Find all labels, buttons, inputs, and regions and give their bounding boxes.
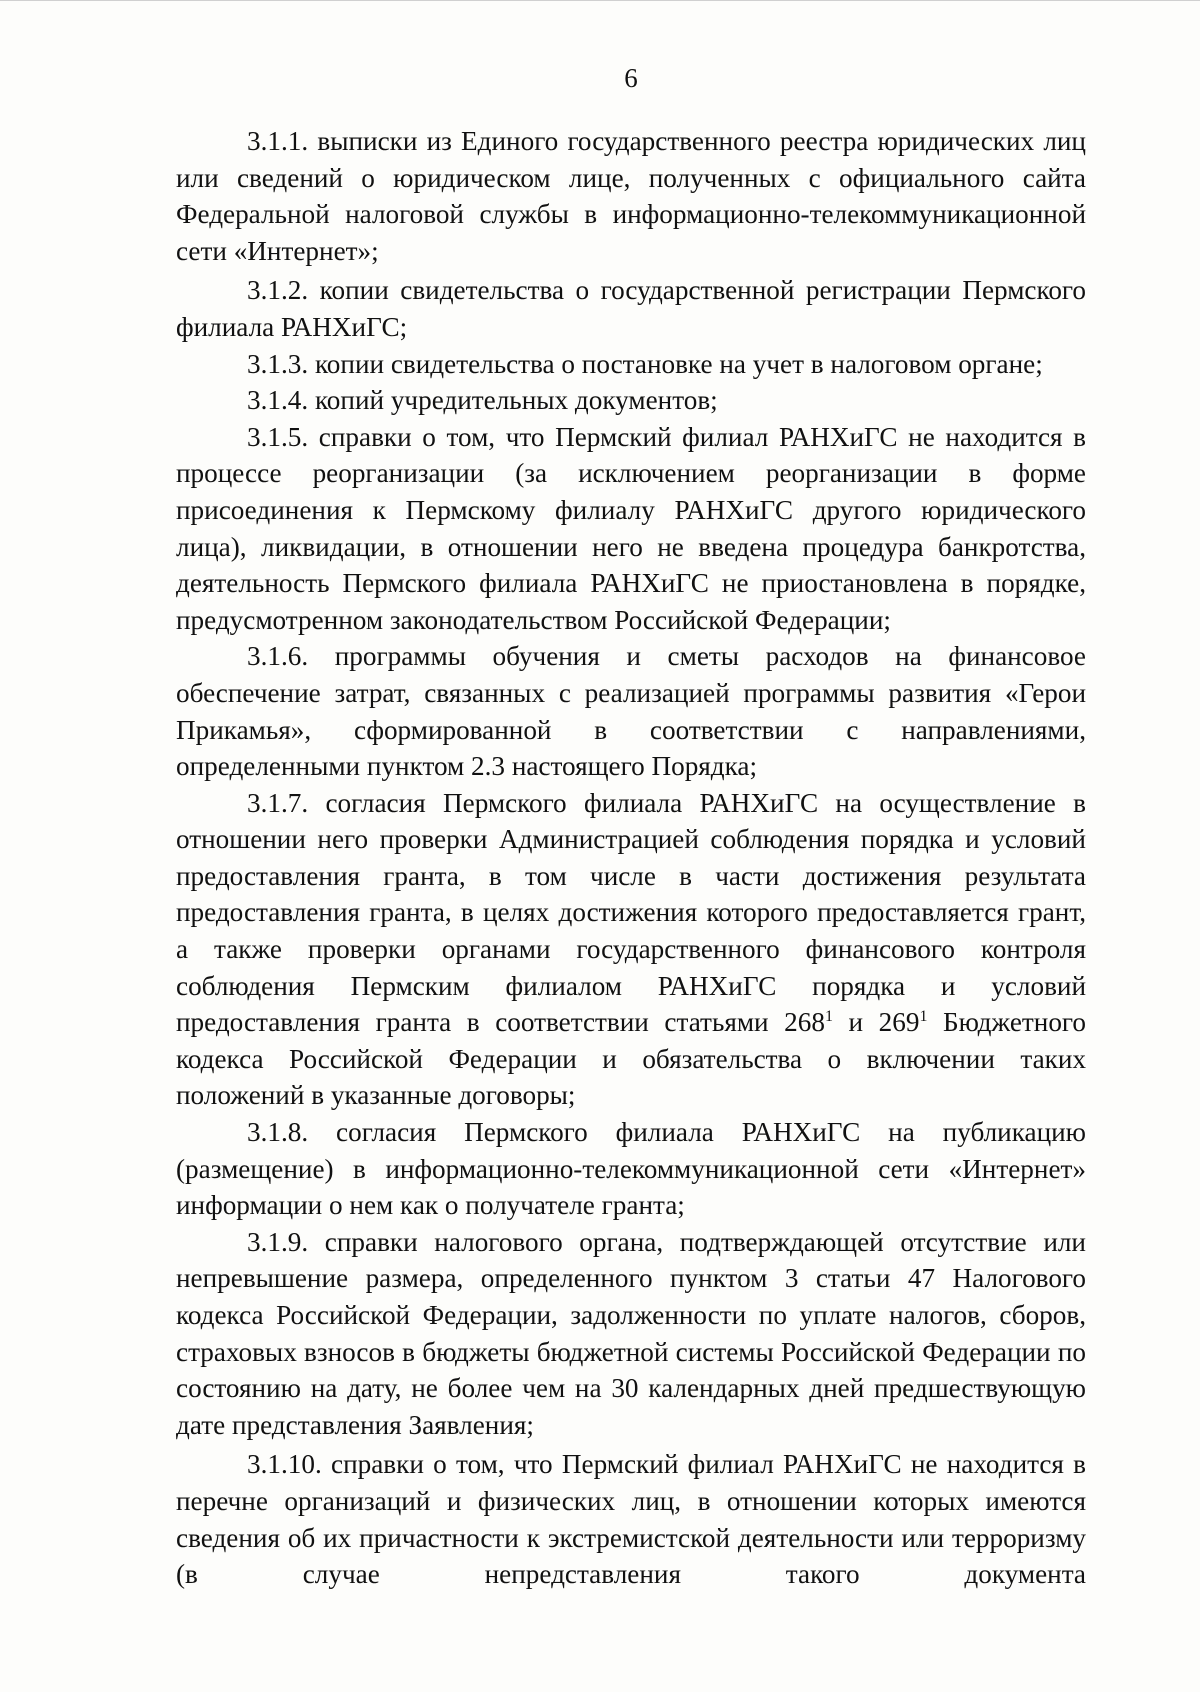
paragraph-3-1-4: [176, 382, 1086, 419]
paragraph-3-1-10: [176, 1446, 1086, 1592]
paragraph-text: 3.1.2. копии свидетельства о государственной регистрации Пермского филиала РАНХиГС;: [176, 275, 1086, 342]
page-number: 6: [624, 63, 638, 93]
paragraph-text: 3.1.7. согласия Пермского филиала РАНХиГС на осуществление в отношении него проверки Администрацией соблюдения порядка и условий предоставления гранта, в том числе в части достижения результата предоставления гранта, в целях достижения которого предоставляется грант, а также проверки органами государственного финансового контроля соблюдения Пермским филиалом РАНХиГС порядка и условий предоставления гранта в соответствии статьями 268: [176, 787, 1086, 1038]
document-body: [176, 123, 1086, 1593]
paragraph-3-1-6: [176, 638, 1086, 784]
superscript: 1: [824, 1008, 833, 1026]
paragraph-text: Бюджетного кодекса Российской Федерации и обязательства о включении таких положений в указанные договоры;: [176, 1007, 1086, 1111]
paragraph-text: 3.1.6. программы обучения и сметы расходов на финансовое обеспечение затрат, связанных с реализацией программы развития «Герои Прикамья», сформированной в соответствии с направлениями, определенными пунктом 2.3 настоящего Порядка;: [176, 641, 1086, 782]
paragraph-text: и 269: [832, 1007, 920, 1038]
paragraph-3-1-1: [176, 123, 1086, 269]
paragraph-text: 3.1.10. справки о том, что Пермский филиал РАНХиГС не находится в перечне организаций и физических лиц, в отношении которых имеются сведения об их причастности к экстремистской деятельности или терроризму (в случае непредставления такого документа: [176, 1449, 1086, 1590]
superscript: 1: [919, 1008, 928, 1026]
paragraph-3-1-3: [176, 346, 1086, 383]
paragraph-3-1-7: [176, 785, 1086, 1114]
paragraph-text: 3.1.9. справки налогового органа, подтверждающей отсутствие или непревышение размера, определенного пунктом 3 статьи 47 Налогового кодекса Российской Федерации, задолженности по уплате налогов, сборов, страховых взносов в бюджеты бюджетной системы Российской Федерации по состоянию на дату, не более чем на 30 календарных дней предшествующую дате представления Заявления;: [176, 1226, 1086, 1440]
paragraph-3-1-5: [176, 419, 1086, 639]
paragraph-3-1-8: [176, 1114, 1086, 1224]
paragraph-3-1-2: [176, 272, 1086, 345]
paragraph-text: 3.1.3. копии свидетельства о постановке на учет в налоговом органе;: [247, 348, 1043, 379]
paragraph-text: 3.1.8. согласия Пермского филиала РАНХиГС на публикацию (размещение) в информационно-телекоммуникационной сети «Интернет» информации о нем как о получателе гранта;: [176, 1117, 1086, 1221]
paragraph-text: 3.1.1. выписки из Единого государственного реестра юридических лиц или сведений о юридическом лице, полученных с официального сайта Федеральной налоговой службы в информационно-телекоммуникационной сети «Интернет»;: [176, 126, 1086, 266]
paragraph-text: 3.1.5. справки о том, что Пермский филиал РАНХиГС не находится в процессе реорганизации (за исключением реорганизации в форме присоединения к Пермскому филиалу РАНХиГС другого юридического лица), ликвидации, в отношении него не введена процедура банкротства, деятельность Пермского филиала РАНХиГС не приостановлена в порядке, предусмотренном законодательством Российской Федерации;: [176, 421, 1086, 635]
paragraph-3-1-9: [176, 1224, 1086, 1444]
paragraph-text: 3.1.4. копий учредительных документов;: [247, 385, 718, 416]
